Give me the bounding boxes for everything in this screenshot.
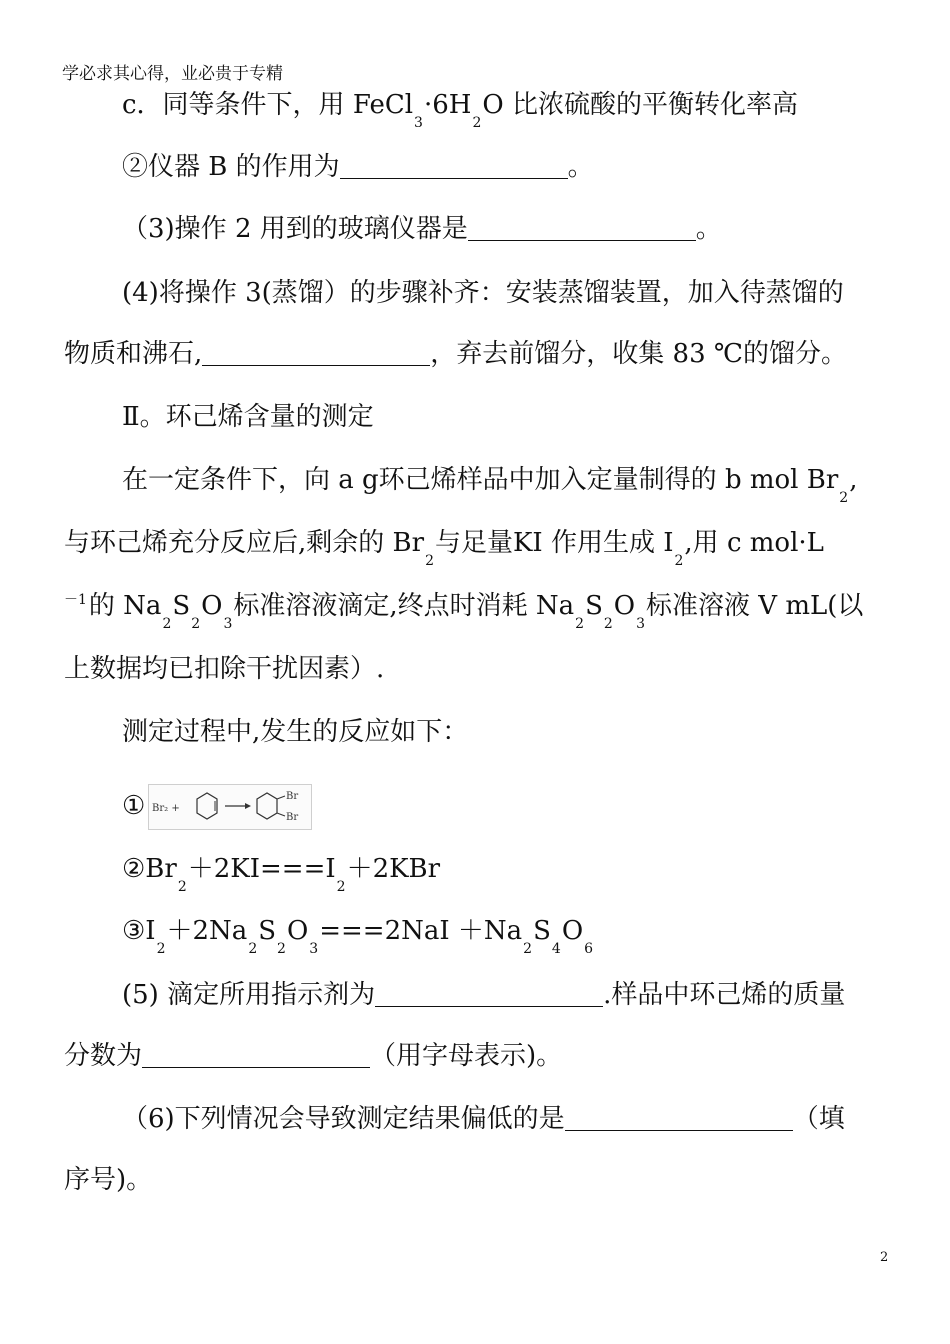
text: （用字母表示)。 — [370, 1041, 563, 1071]
text: S — [172, 591, 191, 621]
answer-blank[interactable] — [202, 343, 430, 366]
line-question-6-cont: 序号)。 — [64, 1165, 153, 1195]
subscript: 2 — [575, 616, 585, 632]
text: ·6H — [423, 90, 472, 120]
text: 物质和沸石, — [64, 339, 203, 369]
text: S — [258, 916, 277, 946]
subscript: 2 — [472, 115, 482, 131]
answer-blank[interactable] — [468, 218, 696, 241]
subscript: 2 — [162, 616, 172, 632]
text: S — [533, 916, 551, 946]
text: S — [585, 591, 603, 621]
dibromocyclohexane-ring — [257, 793, 277, 819]
subscript: 3 — [223, 616, 233, 632]
text: 。 — [567, 152, 594, 182]
subscript: 3 — [309, 941, 319, 957]
text: 在一定条件下，向 a g环己烯样品中加入定量制得的 b mol Br — [122, 465, 839, 495]
answer-blank[interactable] — [142, 1045, 370, 1068]
text: O — [561, 916, 584, 946]
subscript: 2 — [674, 553, 684, 569]
subscript: 2 — [191, 616, 201, 632]
subscript: 2 — [523, 941, 533, 957]
text: ＋2KBr — [346, 854, 441, 884]
text: O — [201, 591, 223, 621]
subscript: 2 — [248, 941, 258, 957]
reaction-scheme-svg — [149, 785, 311, 829]
line-c-option — [122, 92, 798, 130]
text: ,用 c mol·L — [684, 528, 824, 558]
subscript: 3 — [636, 616, 646, 632]
text: 与环己烯充分反应后,剩余的 Br — [64, 528, 425, 558]
reagent-label: Br₂ + — [152, 803, 180, 814]
arrow-head — [245, 803, 251, 809]
text: O — [286, 916, 309, 946]
text: 标准溶液滴定,终点时消耗 Na — [233, 591, 575, 621]
answer-blank[interactable] — [375, 984, 603, 1007]
reaction-1-scheme — [148, 784, 312, 830]
line-question-5 — [122, 982, 845, 1008]
br-bottom-label: Br — [286, 812, 299, 823]
section-heading: Ⅱ。环己烯含量的测定 — [122, 402, 374, 432]
reaction-2 — [122, 856, 440, 894]
text: O — [613, 591, 636, 621]
subscript: 3 — [414, 115, 423, 131]
text: (5) 滴定所用指示剂为 — [122, 980, 376, 1010]
text: , — [849, 465, 858, 495]
line-procedure-4: 上数据均已扣除干扰因素）. — [64, 654, 385, 684]
text: ，弃去前馏分，收集 83 ℃的馏分。 — [430, 339, 847, 369]
reaction-3 — [122, 918, 594, 956]
text: ＋2KI===I — [187, 854, 336, 884]
line-question-3 — [122, 216, 722, 242]
bond-br-bottom — [277, 813, 285, 816]
text: ＋2Na — [166, 916, 248, 946]
subscript: 6 — [584, 941, 594, 957]
line-procedure-1 — [122, 467, 857, 505]
bond-br-top — [277, 796, 285, 799]
cyclohexene-ring — [197, 793, 217, 819]
line-question-4-cont — [64, 341, 847, 367]
br-top-label: Br — [286, 791, 299, 802]
text: 的 Na — [88, 591, 162, 621]
page-header: 学必求其心得，业必贵于专精 — [62, 64, 283, 84]
subscript: 2 — [603, 616, 613, 632]
line-procedure-2 — [64, 530, 824, 568]
text: （6)下列情况会导致测定结果偏低的是 — [122, 1104, 565, 1134]
text: 与足量KI 作用生成 I — [435, 528, 674, 558]
text: ②仪器 B 的作用为 — [122, 152, 340, 182]
superscript: －1 — [64, 592, 87, 608]
subscript: 2 — [277, 941, 286, 957]
line-question-4: (4)将操作 3(蒸馏）的步骤补齐：安装蒸馏装置，加入待蒸馏的 — [122, 278, 844, 308]
subscript: 2 — [425, 553, 434, 569]
line-procedure-3 — [64, 593, 863, 631]
page-number: 2 — [880, 1250, 889, 1265]
answer-blank[interactable] — [565, 1108, 793, 1131]
subscript: 2 — [156, 941, 166, 957]
subscript: 2 — [177, 879, 187, 895]
line-instrument-b — [122, 154, 594, 180]
text: .样品中环己烯的质量 — [603, 980, 846, 1010]
text: （3)操作 2 用到的玻璃仪器是 — [122, 214, 468, 244]
answer-blank[interactable] — [340, 156, 568, 179]
text: ③I — [122, 916, 156, 946]
text: ②Br — [122, 854, 177, 884]
subscript: 2 — [839, 490, 849, 506]
line-reactions-intro: 测定过程中,发生的反应如下： — [122, 717, 469, 747]
text: 。 — [695, 214, 722, 244]
line-question-6 — [122, 1106, 845, 1132]
text: ===2NaI ＋Na — [319, 916, 523, 946]
line-question-5-cont — [64, 1043, 562, 1069]
reaction-1-label: ① — [122, 791, 146, 821]
subscript: 4 — [551, 941, 561, 957]
text: 分数为 — [64, 1041, 143, 1071]
text: （填 — [792, 1104, 845, 1134]
text: c．同等条件下，用 FeCl — [122, 90, 414, 120]
text: O 比浓硫酸的平衡转化率高 — [482, 90, 798, 120]
subscript: 2 — [336, 879, 346, 895]
text: 标准溶液 V mL(以 — [646, 591, 864, 621]
